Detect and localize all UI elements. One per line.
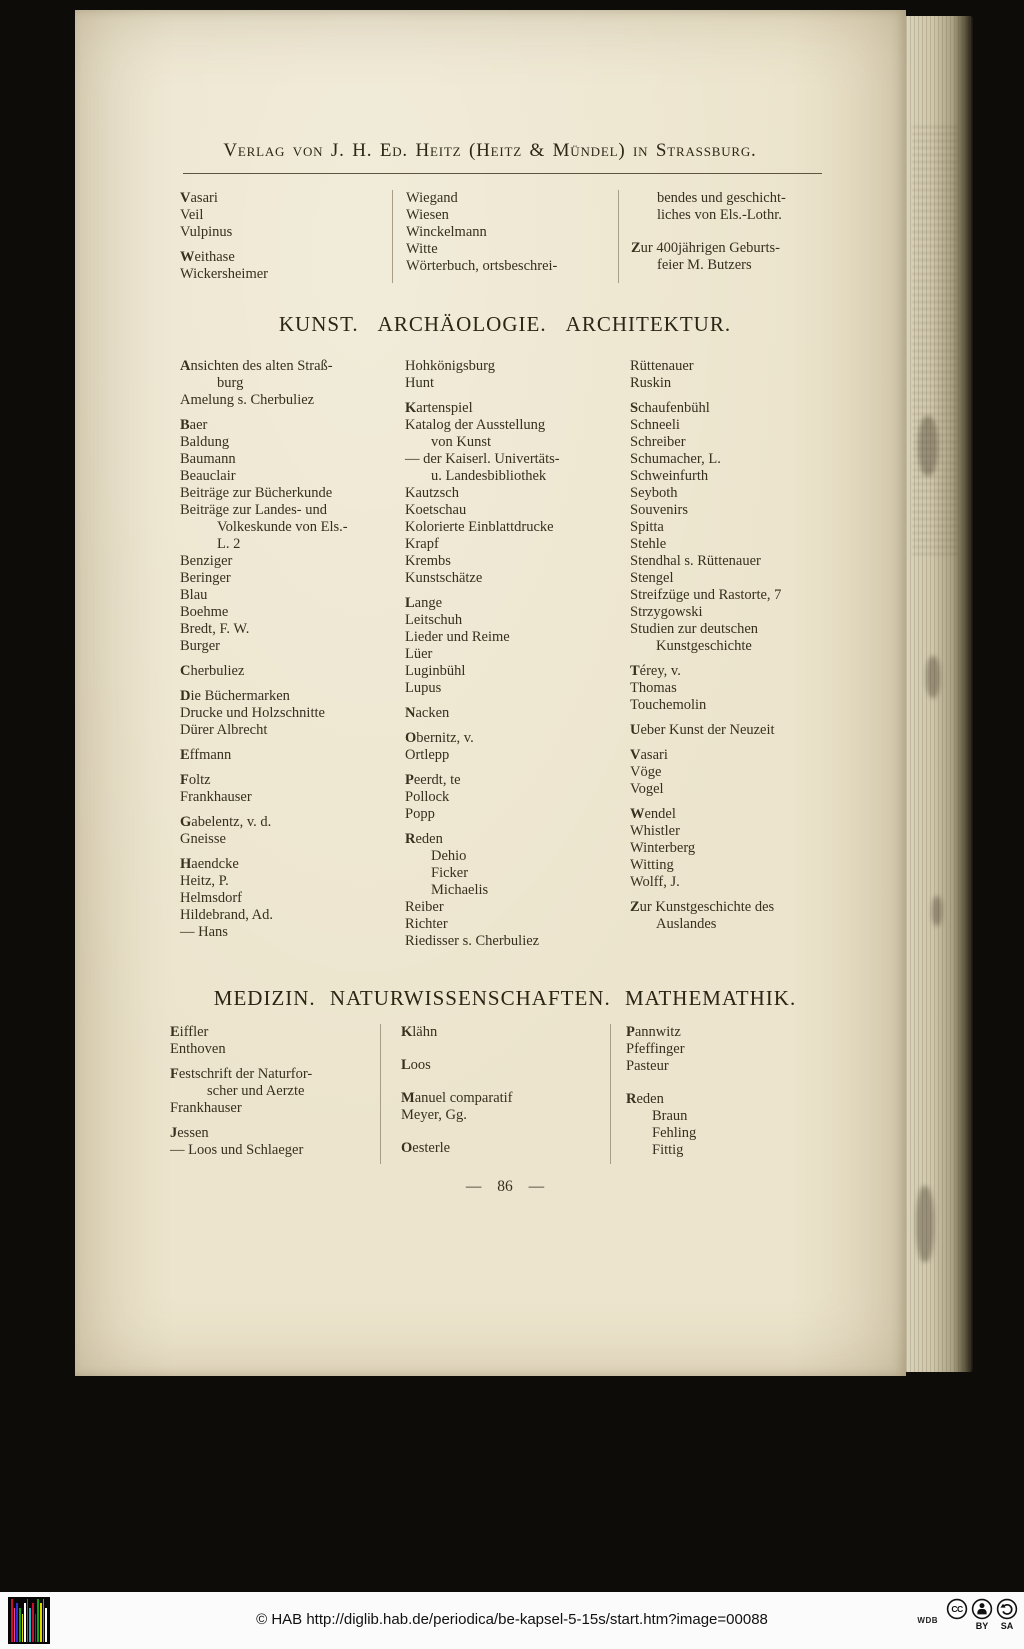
catalog-entry: Hunt [405,375,434,391]
catalog-entry: Michaelis [431,882,489,898]
catalog-entry: Wolff, J. [630,874,680,890]
catalog-entry: Strzygowski [630,604,703,620]
catalog-entry: Hohkönigsburg [405,358,495,374]
entry-lead-letter: A [180,358,191,374]
catalog-entry: Térey, v. [630,663,681,679]
index-column-2 [405,358,628,950]
catalog-entry: Lieder und Reime [405,629,510,645]
catalog-entry: Witting [630,857,674,873]
catalog-entry: L. 2 [217,536,241,552]
cc-icon-label: CC [951,1604,963,1615]
catalog-entry: Fehling [652,1125,697,1141]
catalog-entry: Benziger [180,553,233,569]
medizin-index-block [170,1024,840,1164]
entry-lead-letter: Z [631,240,641,256]
index-column-3 [630,358,830,933]
catalog-entry: Winterberg [630,840,696,856]
catalog-entry: Weithase [180,249,235,265]
catalog-entry: Schweinfurth [630,468,709,484]
catalog-entry: Fittig [652,1142,684,1158]
catalog-entry: Bredt, F. W. [180,621,250,637]
catalog-entry: Vasari [630,747,668,763]
index-column-2 [392,190,628,283]
catalog-entry: Schreiber [630,434,686,450]
catalog-entry: Drucke und Holzschnitte [180,705,325,721]
entry-lead-letter: O [405,730,417,746]
catalog-entry: Ruskin [630,375,672,391]
entry-lead-letter: W [630,806,645,822]
by-label: BY [975,1621,989,1631]
catalog-entry: — Hans [180,924,228,940]
catalog-entry: Meyer, Gg. [401,1107,467,1123]
catalog-entry: Riedisser s. Cherbuliez [405,933,540,949]
entry-lead-letter: E [170,1024,180,1040]
catalog-entry: Winckelmann [406,224,487,240]
catalog-entry: Reden [626,1091,664,1107]
catalog-entry: Vulpinus [180,224,233,240]
catalog-entry: Dürer Albrecht [180,722,268,738]
catalog-entry: Beiträge zur Bücherkunde [180,485,333,501]
catalog-entry: Pfeffinger [626,1041,685,1057]
catalog-entry: Touchemolin [630,697,707,713]
catalog-entry: Beiträge zur Landes- und [180,502,327,518]
catalog-entry: Schneeli [630,417,680,433]
entry-lead-letter: B [180,417,190,433]
catalog-entry: Foltz [180,772,211,788]
catalog-entry: Spitta [630,519,664,535]
catalog-entry: Stengel [630,570,674,586]
catalog-entry: Manuel comparatif [401,1090,513,1106]
entry-lead-letter: V [630,747,641,763]
catalog-entry: Festschrift der Naturfor- [170,1066,313,1082]
entry-lead-letter: F [170,1066,179,1082]
book-page-edges [906,16,973,1372]
entry-lead-letter: U [630,722,641,738]
catalog-entry: Studien zur deutschen [630,621,759,637]
index-column-1 [170,1024,375,1159]
cc-sa-arrow-icon[interactable] [996,1598,1018,1620]
catalog-entry: Streifzüge und Rastorte, 7 [630,587,782,603]
page-edge-smudge [932,896,942,926]
catalog-entry: Hildebrand, Ad. [180,907,274,923]
cc-icon[interactable] [946,1598,968,1620]
catalog-entry: Eiffler [170,1024,209,1040]
sa-label: SA [1000,1621,1014,1631]
catalog-entry: Beauclair [180,468,236,484]
catalog-entry: Schumacher, L. [630,451,721,467]
catalog-entry: Enthoven [170,1041,226,1057]
catalog-entry: Reden [405,831,443,847]
catalog-entry: Baer [180,417,208,433]
catalog-entry: Burger [180,638,221,654]
page-edge-smudge [926,656,940,698]
catalog-entry: Jessen [170,1125,209,1141]
catalog-entry: Ficker [431,865,469,881]
entry-lead-letter: O [401,1140,413,1156]
catalog-entry: Loos [401,1057,431,1073]
catalog-entry: burg [217,375,244,391]
catalog-entry: Whistler [630,823,680,839]
catalog-entry: Lange [405,595,443,611]
entry-lead-letter: J [170,1125,178,1141]
catalog-entry: Kolorierte Einblattdrucke [405,519,554,535]
entry-lead-letter: M [401,1090,415,1106]
entry-lead-letter: R [626,1091,637,1107]
entry-lead-letter: P [405,772,414,788]
entry-lead-letter: L [401,1057,411,1073]
index-column-3 [618,190,831,283]
catalog-entry: Wiesen [406,207,449,223]
entry-lead-letter: Z [630,899,640,915]
entry-lead-letter: W [180,249,195,265]
catalog-entry: Wörterbuch, ortsbeschrei- [406,258,558,274]
index-continuation-block [180,190,830,286]
section-title-medizin: MEDIZIN. NATURWISSENSCHAFTEN. MATHEMATHIK. [213,986,797,1010]
wdb-logo: WDB [917,1616,938,1625]
catalog-entry: Oesterle [401,1140,451,1156]
catalog-entry: Pannwitz [626,1024,681,1040]
catalog-entry: Nacken [405,705,450,721]
index-column-2 [380,1024,611,1164]
catalog-entry: Obernitz, v. [405,730,474,746]
catalog-entry: Heitz, P. [180,873,229,889]
catalog-entry: Amelung s. Cherbuliez [180,392,315,408]
catalog-entry: Gneisse [180,831,226,847]
catalog-entry: Kautzsch [405,485,459,501]
catalog-entry: Boehme [180,604,229,620]
catalog-entry: feier M. Butzers [657,257,752,273]
entry-lead-letter: E [180,747,190,763]
catalog-entry: Cherbuliez [180,663,245,679]
catalog-entry: Beringer [180,570,231,586]
catalog-entry: Frankhauser [180,789,252,805]
entry-lead-letter: V [180,190,191,206]
catalog-entry: Frankhauser [170,1100,242,1116]
entry-lead-letter: K [405,400,417,416]
catalog-entry: Schaufenbühl [630,400,710,416]
entry-lead-letter: R [405,831,416,847]
catalog-entry: Auslandes [656,916,717,932]
catalog-entry: Katalog der Ausstellung [405,417,546,433]
entry-lead-letter: N [405,705,416,721]
catalog-entry: Peerdt, te [405,772,461,788]
catalog-entry: Witte [406,241,438,257]
catalog-entry: Klähn [401,1024,438,1040]
catalog-entry: Luginbühl [405,663,466,679]
publisher-header: Verlag von J. H. Ed. Heitz (Heitz & Mündel) in Strassburg. [223,140,757,161]
license-badges[interactable] [946,1598,1018,1632]
index-column-3 [610,1024,841,1164]
page-edge-ghost-text [912,126,958,556]
entry-lead-letter: P [626,1024,635,1040]
catalog-entry: Braun [652,1108,688,1124]
section-title-kunst: KUNST. ARCHÄOLOGIE. ARCHITEKTUR. [278,312,732,336]
catalog-entry: Thomas [630,680,677,696]
catalog-entry: Baumann [180,451,236,467]
catalog-entry: Seyboth [630,485,678,501]
entry-lead-letter: G [180,814,192,830]
catalog-entry: Kartenspiel [405,400,473,416]
catalog-entry: Baldung [180,434,230,450]
catalog-entry: Lüer [405,646,433,662]
catalog-entry: Krembs [405,553,451,569]
scanned-page [75,10,906,1376]
header-rule [183,173,822,174]
page-number: — 86 — [465,1178,545,1195]
catalog-entry: Koetschau [405,502,467,518]
catalog-entry: Wickersheimer [180,266,268,282]
cc-by-person-icon[interactable] [971,1598,993,1620]
index-column-1 [180,190,390,283]
catalog-entry: von Kunst [431,434,492,450]
catalog-entry: Zur 400jährigen Geburts- [631,240,780,256]
entry-lead-letter: T [630,663,640,679]
catalog-entry: Haendcke [180,856,239,872]
catalog-entry: Popp [405,806,435,822]
page-edge-smudge [916,1186,934,1262]
viewer-footer [0,1592,1024,1649]
entry-lead-letter: H [180,856,192,872]
catalog-entry: Volkeskunde von Els.- [217,519,348,535]
catalog-entry: Lupus [405,680,442,696]
catalog-entry: Stehle [630,536,667,552]
catalog-entry: bendes und geschicht- [657,190,786,206]
catalog-entry: — Loos und Schlaeger [170,1142,304,1158]
catalog-entry: Wiegand [406,190,458,206]
catalog-entry: Vogel [630,781,664,797]
entry-lead-letter: K [401,1024,413,1040]
catalog-entry: Effmann [180,747,232,763]
entry-lead-letter: D [180,688,191,704]
catalog-entry: Kunstschätze [405,570,483,586]
catalog-entry: Helmsdorf [180,890,243,906]
catalog-entry: — der Kaiserl. Univertäts- [405,451,560,467]
entry-lead-letter: C [180,663,191,679]
catalog-entry: Ueber Kunst der Neuzeit [630,722,775,738]
entry-lead-letter: L [405,595,415,611]
catalog-entry: Stendhal s. Rüttenauer [630,553,761,569]
catalog-entry: Gabelentz, v. d. [180,814,272,830]
source-url: © HAB http://diglib.hab.de/periodica/be-kapsel-5-15s/start.htm?image=00088 [256,1611,768,1628]
catalog-entry: Kunstgeschichte [656,638,752,654]
catalog-entry: Veil [180,207,204,223]
catalog-entry: Pasteur [626,1058,669,1074]
catalog-entry: Ansichten des alten Straß- [180,358,333,374]
catalog-entry: Dehio [431,848,467,864]
catalog-entry: Blau [180,587,208,603]
catalog-entry: Reiber [405,899,444,915]
catalog-entry: Die Büchermarken [180,688,290,704]
catalog-entry: Vasari [180,190,218,206]
entry-lead-letter: S [630,400,639,416]
catalog-entry: u. Landesbibliothek [431,468,547,484]
catalog-entry: Souvenirs [630,502,688,518]
index-column-1 [180,358,403,941]
catalog-entry: scher und Aerzte [207,1083,305,1099]
catalog-entry: Zur Kunstgeschichte des [630,899,775,915]
catalog-entry: Leitschuh [405,612,463,628]
catalog-entry: Richter [405,916,448,932]
entry-lead-letter: F [180,772,189,788]
catalog-entry: liches von Els.-Lothr. [657,207,782,223]
catalog-entry: Rüttenauer [630,358,694,374]
catalog-entry: Ortlepp [405,747,450,763]
catalog-entry: Pollock [405,789,450,805]
kunst-index-block [180,358,830,949]
catalog-entry: Krapf [405,536,439,552]
catalog-entry: Wendel [630,806,676,822]
catalog-entry: Vöge [630,764,662,780]
page-edge-smudge [918,416,938,476]
